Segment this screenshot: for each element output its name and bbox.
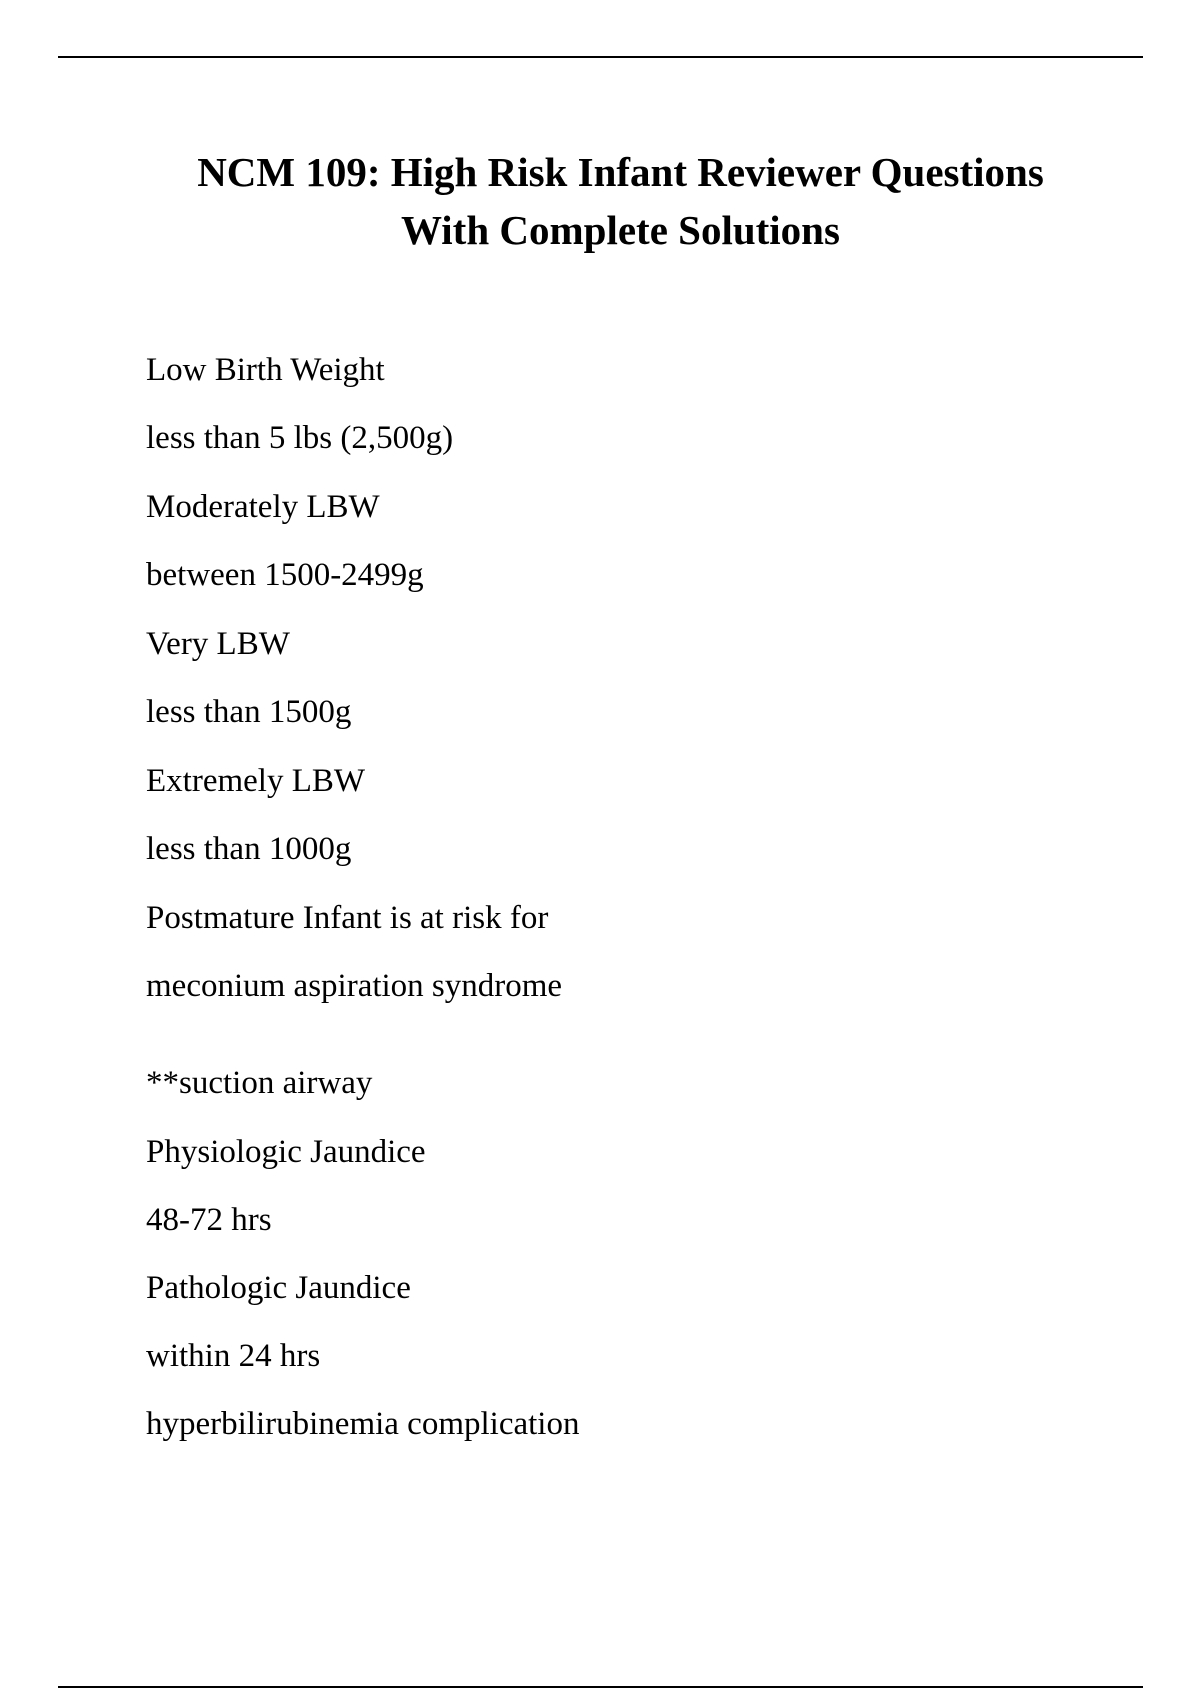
answer-postmature-infant: meconium aspiration syndrome (146, 968, 563, 1004)
term-moderately-lbw: Moderately LBW (146, 489, 380, 525)
answer-low-birth-weight: less than 5 lbs (2,500g) (146, 420, 454, 456)
term-very-lbw: Very LBW (146, 626, 290, 662)
answer-physiologic-jaundice: 48-72 hrs (146, 1202, 272, 1238)
term-physiologic-jaundice: Physiologic Jaundice (146, 1134, 426, 1170)
document-title (58, 143, 1183, 259)
bottom-rule (58, 1686, 1143, 1688)
answer-pathologic-jaundice: within 24 hrs (146, 1338, 321, 1374)
term-pathologic-jaundice: Pathologic Jaundice (146, 1270, 411, 1306)
term-extremely-lbw: Extremely LBW (146, 763, 366, 799)
answer-extremely-lbw: less than 1000g (146, 831, 352, 867)
title-line-2: With Complete Solutions (401, 207, 840, 253)
title-line-1: NCM 109: High Risk Infant Reviewer Questions (197, 149, 1044, 195)
term-low-birth-weight: Low Birth Weight (146, 352, 385, 388)
term-postmature-infant: Postmature Infant is at risk for (146, 900, 549, 936)
answer-very-lbw: less than 1500g (146, 694, 352, 730)
answer-postmature-note: **suction airway (146, 1065, 373, 1101)
term-hyperbilirubinemia: hyperbilirubinemia complication (146, 1406, 580, 1442)
top-rule (58, 56, 1143, 58)
answer-moderately-lbw: between 1500-2499g (146, 557, 424, 593)
